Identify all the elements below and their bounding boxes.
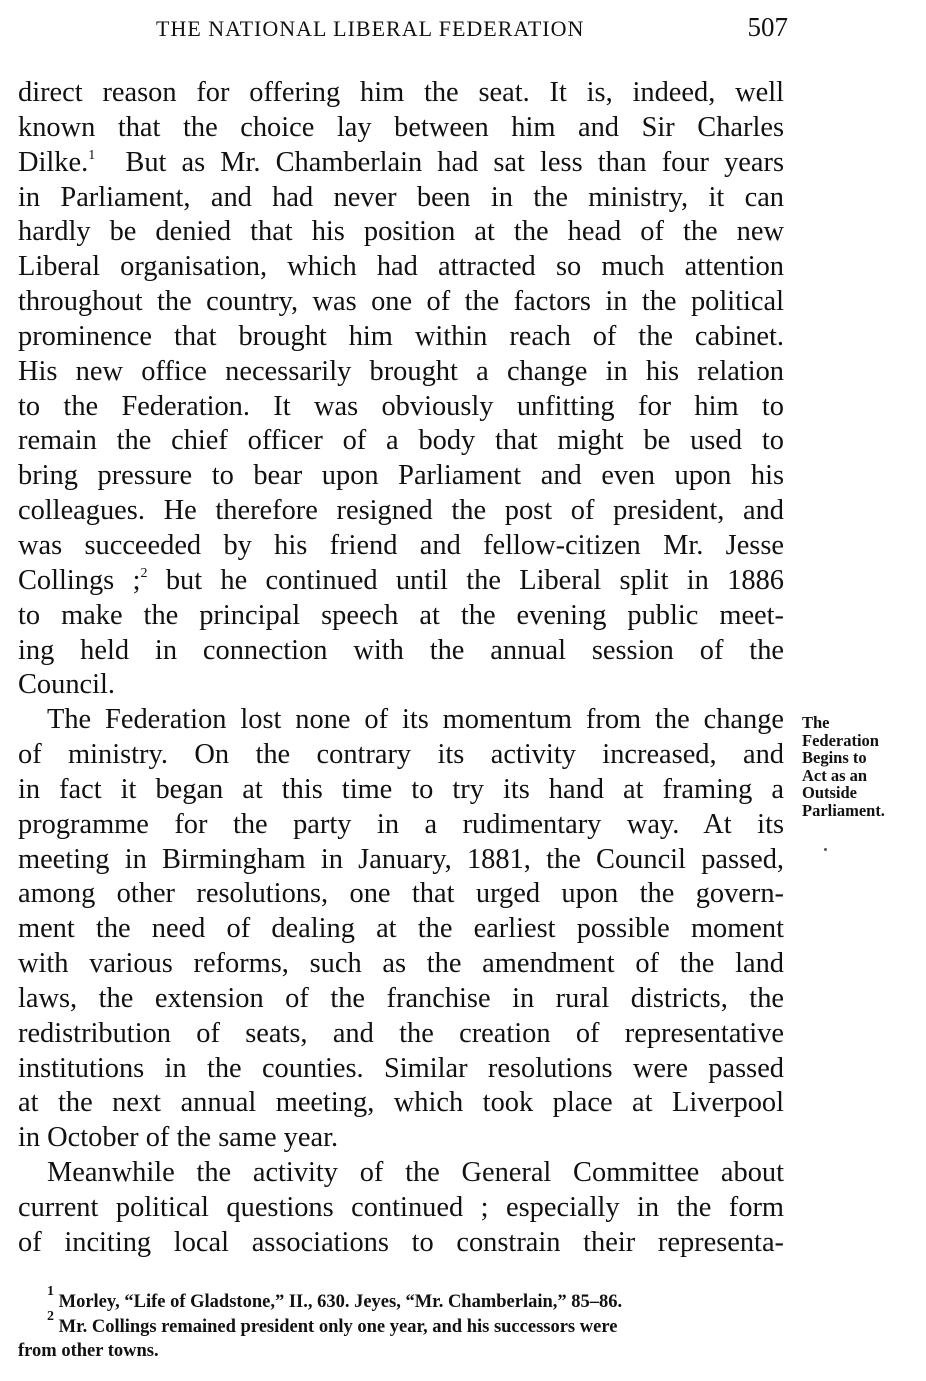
text-line: of inciting local associations to constrain their representa- — [18, 1226, 784, 1258]
main-text — [18, 76, 784, 1261]
sidenote-line: The — [802, 713, 830, 732]
text-line: to make the principal speech at the evening public meet- — [18, 599, 784, 631]
text-line: of ministry. On the contrary its activity increased, and — [18, 739, 784, 771]
text-line: Council. — [18, 669, 115, 701]
text-line: remain the chief officer of a body that might be used to — [18, 425, 784, 457]
footnote-text: Morley, “Life of Gladstone,” II., 630. Jeyes, “Mr. Chamberlain,” 85–86. — [58, 1292, 623, 1312]
text-line: institutions in the counties. Similar resolutions were passed — [18, 1052, 784, 1084]
text-line — [18, 146, 784, 181]
text-line: known that the choice lay between him and Sir Charles — [18, 111, 784, 143]
text-line: among other resolutions, one that urged upon the govern- — [18, 878, 784, 910]
text-line: at the next annual meeting, which took place at Liverpool — [18, 1087, 784, 1119]
footnote-marker: 1 — [47, 1284, 54, 1299]
text-line: hardly be denied that his position at the head of the new — [18, 216, 784, 248]
text-line: His new office necessarily brought a change in his relation — [18, 355, 784, 387]
text-line: ment the need of dealing at the earliest possible moment — [18, 913, 784, 945]
running-title: THE NATIONAL LIBERAL FEDERATION — [156, 16, 585, 41]
text-line: direct reason for offering him the seat. It is, indeed, well — [18, 77, 784, 108]
footnote-2 — [18, 1308, 784, 1340]
text-fragment: But as Mr. Chamberlain had sat less than four years — [125, 146, 784, 178]
page-number: 507 — [747, 12, 788, 42]
text-line: throughout the country, was one of the factors in the political — [18, 286, 784, 318]
text-line: bring pressure to bear upon Parliament and even upon his — [18, 460, 784, 492]
footnote-reference: 2 — [140, 565, 148, 581]
text-line: laws, the extension of the franchise in rural districts, the — [18, 982, 784, 1014]
text-line: current political questions continued ; especially in the form — [18, 1192, 784, 1223]
text-line: redistribution of seats, and the creation of representative — [18, 1017, 784, 1049]
sidenote-line: Federation — [802, 730, 879, 750]
text-fragment: but he continued until the Liberal split in 1886 — [165, 564, 784, 596]
sidenote-line: Act as an — [802, 765, 868, 785]
footnote-text: Mr. Collings remained president only one year, and his successors were — [58, 1316, 618, 1337]
marginal-sidenote — [802, 714, 914, 819]
text-fragment: Collings ; — [18, 564, 141, 596]
footnote-1 — [18, 1284, 784, 1315]
text-line: Meanwhile the activity of the General Committee about — [47, 1157, 784, 1189]
text-line: in fact it began at this time to try its hand at framing a — [18, 773, 784, 805]
sidenote-line: Parliament. — [802, 800, 885, 820]
text-line: ing held in connection with the annual session of the — [18, 634, 784, 666]
sidenote-line: Begins to — [802, 748, 867, 767]
sidenote-line: Outside — [802, 783, 858, 802]
text-line: was succeeded by his friend and fellow-citizen Mr. Jesse — [18, 529, 784, 561]
print-speck — [824, 848, 827, 851]
text-line: colleagues. He therefore resigned the post of president, and — [18, 495, 784, 527]
text-line: programme for the party in a rudimentary way. At its — [18, 808, 784, 840]
text-line: The Federation lost none of its momentum from the change — [47, 704, 784, 736]
text-line: prominence that brought him within reach of the cabinet. — [18, 320, 784, 352]
text-line: to the Federation. It was obviously unfitting for him to — [18, 390, 784, 422]
footnote-marker: 2 — [47, 1308, 54, 1324]
text-line: Liberal organisation, which had attracted so much attention — [18, 251, 784, 283]
footnote-2-continuation: from other towns. — [18, 1341, 159, 1361]
text-line: in October of the same year. — [18, 1122, 339, 1154]
running-head — [18, 10, 788, 44]
footnote-reference: 1 — [88, 147, 96, 163]
text-line: in Parliament, and had never been in the ministry, it can — [18, 181, 784, 213]
text-line: with various reforms, such as the amendment of the land — [18, 948, 784, 980]
text-line: meeting in Birmingham in January, 1881, the Council passed, — [18, 843, 784, 875]
footnotes — [18, 1284, 784, 1364]
text-line — [18, 564, 784, 599]
text-fragment: Dilke. — [18, 146, 89, 178]
